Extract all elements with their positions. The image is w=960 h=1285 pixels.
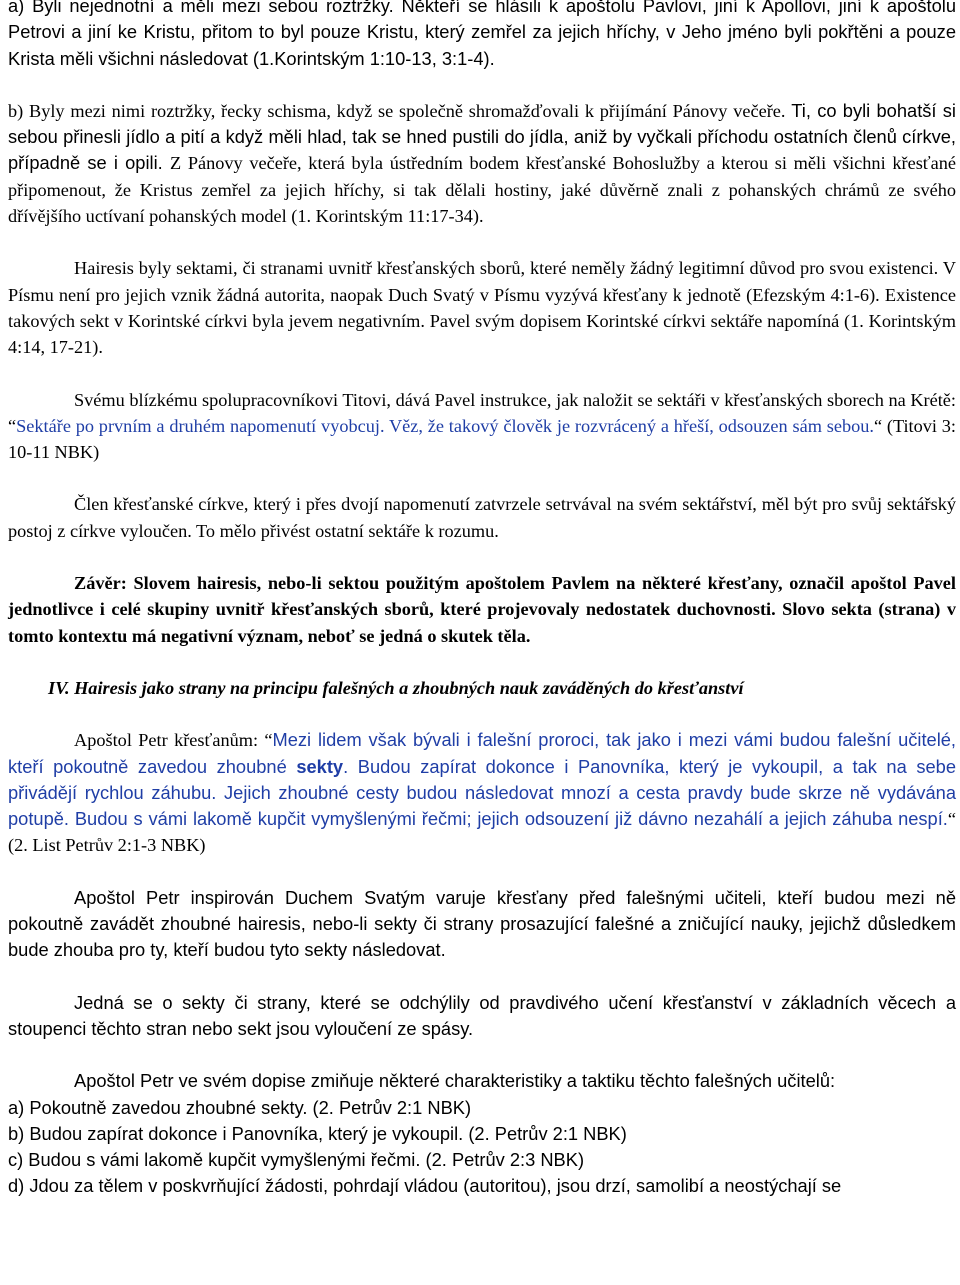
deviation-text: Jedná se o sekty či strany, které se odchýlily od pravdivého učení křesťanství v základních věcech a stoupenci těchto stran nebo sekt jsou vyloučení ze spásy. — [8, 991, 956, 1039]
conclusion-text: Závěr: Slovem hairesis, nebo-li sektou použitým apoštolem Pavlem na některé křesťany, označil apoštol Pavel jednotlivce i celé skupiny uvnitř křesťanských sborů, které projevovaly nedostatek duchovnosti. Slovo sekta (strana) v tomto kontextu má negativní význam, neboť se jedná o skutek těla. — [8, 573, 956, 646]
paragraph-titus — [8, 387, 956, 466]
section-heading-text: IV. Hairesis jako strany na principu falešných a zhoubných nauk zaváděných do křesťanství — [48, 677, 744, 698]
titus-intro: Svému blízkému spolupracovníkovi Titovi, dává Pavel instrukce, jak naložit se sektáři v křesťanských sborech na Krétě: “ — [8, 389, 956, 436]
characteristics-item-c: c) Budou s vámi lakomě kupčit vymyšlenými řečmi. (2. Petrův 2:3 NBK) — [8, 1149, 585, 1171]
paragraph-lords-supper — [8, 98, 956, 229]
lords-supper-intro: b) Byly mezi nimi roztržky, řecky schisma, když se společně shromažďovali k přijímání Pánovy večeře. — [8, 100, 792, 121]
characteristics-item-b: b) Budou zapírat dokonce i Panovníka, který je vykoupil. (2. Petrův 2:1 NBK) — [8, 1122, 627, 1144]
peter-quote-emphasis: sekty — [296, 755, 344, 777]
paragraph-exclusion — [8, 491, 956, 544]
peter-quote-reference: “ (2. List Petrův 2:1-3 NBK) — [8, 809, 956, 856]
peter-quote-intro: Apoštol Petr křesťanům: “ — [74, 730, 273, 751]
hairesis-sects-c: Existence takových sekt v Korintské církvi byla jevem negativním. Pavel svým dopisem Korintské církvi sektáře napomíná (1. Korintským 4:14, 17-21). — [8, 284, 956, 358]
section-heading — [8, 675, 956, 701]
paragraph-divisions — [8, 0, 956, 72]
peter-quote-a: Mezi lidem však bývali i falešní proroci, tak jako i mezi vámi budou falešní učitelé, kteří pokoutně zavedou zhoubné — [8, 729, 956, 777]
peter-quote-b: . Budou zapírat dokonce i Panovníka, který je vykoupil, a tak na sebe přivádějí rychlou záhubu. Jejich zhoubné cesty budou následovat mnozí a cesta pravdy bude skrze ně vydávána potupě. Budou s vámi lakomě kupčit vymyšlenými řečmi; jejich odsouzení již dávno nezahálí a jejich záhuba nespí. — [8, 755, 956, 830]
characteristics-intro: Apoštol Petr ve svém dopise zmiňuje některé charakteristiky a taktiku těchto falešných učitelů: — [74, 1070, 836, 1092]
lords-supper-middle: Ti, co byli bohatší si sebou přinesli jídlo a pití a když měli hlad, tak se hned pustili do jídla, aniž by vyčkali příchodu ostatních členů církve, případně se i opili. — [8, 99, 956, 174]
paragraph-divisions-text: a) Byli nejednotní a měli mezi sebou roztržky. Někteří se hlásili k apoštolu Pavlovi, jiní k Apollovi, jiní k apoštolu Petrovi a jiní ke Kristu, přitom to byl pouze Kristu, který zemřel za jejich hříchy, v Jeho jméno byli pokřtěni a pouze Krista měli všichni následovat (1.Korintským 1:10-13, 3:1-4). — [8, 0, 956, 69]
exclusion-text: Člen křesťanské církve, který i přes dvojí napomenutí zatvrzele setrvával na svém sektářství, měl být pro svůj sektářský postoj z církve vyloučen. To mělo přivést ostatní sektáře k rozumu. — [8, 494, 956, 541]
paragraph-peter-quote — [8, 727, 956, 858]
peter-warning-text: Apoštol Petr inspirován Duchem Svatým varuje křesťany před falešnými učiteli, kteří budou mezi ně pokoutně zavádět zhoubné hairesis, nebo-li sekty či strany prosazující falešné a zničující nauky, jejichž důsledkem bude zhouba pro ty, kteří budou tyto sekty následovat. — [8, 886, 956, 961]
document-page — [8, 0, 956, 1200]
titus-quote: Sektáře po prvním a druhém napomenutí vyobcuj. Věz, že takový člověk je rozvrácený a hřeší, odsouzen sám sebou. — [16, 415, 874, 436]
titus-reference: “ (Titovi 3: 10-11 NBK) — [8, 415, 957, 463]
paragraph-deviation — [8, 990, 956, 1043]
paragraph-characteristics — [8, 1068, 956, 1199]
hairesis-sects-b: V Písmu není pro jejich vznik žádná autorita, naopak Duch Svatý v Písmu vyzývá křesťany k jednotě (Efezským 4:1-6). — [8, 258, 956, 305]
characteristics-item-a: a) Pokoutně zavedou zhoubné sekty. (2. Petrův 2:1 NBK) — [8, 1096, 472, 1118]
paragraph-hairesis-sects — [8, 255, 956, 360]
paragraph-conclusion — [8, 570, 956, 649]
hairesis-sects-a: Hairesis byly sektami, či stranami uvnitř křesťanských sborů, které neměly žádný legitimní důvod pro svou existenci. — [74, 258, 943, 279]
paragraph-peter-warning — [8, 885, 956, 964]
characteristics-item-d: d) Jdou za tělem v poskvrňující žádosti, pohrdají vládou (autoritou), jsou drzí, samolibí a neostýchají se — [8, 1175, 842, 1197]
lords-supper-end: Z Pánovy večeře, která byla ústředním bodem křesťanské Bohoslužby a kterou si měli všichni křesťané připomenout, že Kristus zemřel za jejich hříchy, si tak dělali hostiny, jaké důvěrně znali z pohanských chrámů ze svého dřívějšího uctívaní pohanských model (1. Korintským 11:17-34). — [8, 153, 956, 227]
